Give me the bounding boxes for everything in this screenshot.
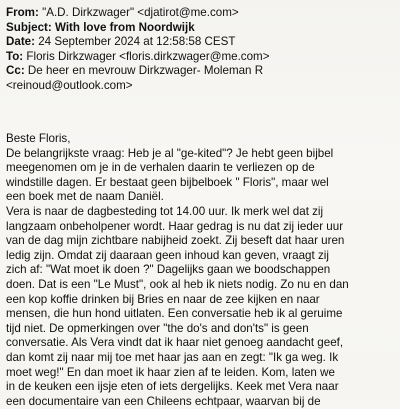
- email-body: [6, 132, 398, 409]
- date-value: 24 September 2024 at 12:58:58 CEST: [38, 35, 236, 49]
- email-header: [6, 6, 396, 94]
- to-label: To:: [6, 49, 24, 63]
- body-line: ledig zijn. Omdat zij daaraan geen inhoud kan geven, vraagt zij: [6, 248, 329, 262]
- from-label: From:: [6, 6, 39, 19]
- cc-row-continued: [6, 79, 396, 94]
- body-line: Vera is naar de dagbesteding tot 14.00 uur. Ik merk wel dat zij: [6, 204, 324, 218]
- body-line: tijd niet. De opmerkingen over "the do's and don'ts" is geen: [6, 321, 309, 335]
- subject-value: With love from Noordwijk: [54, 20, 195, 34]
- body-line: een kop koffie drinken bij Bries en naar de zee kijken en naar: [6, 292, 320, 306]
- from-row: [6, 6, 396, 21]
- to-row: [6, 50, 396, 65]
- cc-row: [6, 64, 396, 79]
- body-line: dan komt zij naar mij toe met haar jas aan en zegt: "Ik ga weg. Ik: [6, 350, 339, 364]
- body-line: zich af: "Wat moet ik doen ?" Dagelijks gaan we boodschappen: [6, 263, 331, 277]
- body-line: van de dag mijn zichtbare nabijheid zoekt. Zij beseft dat haar uren: [6, 234, 345, 248]
- from-value: "A.D. Dirkzwager" <djatirot@me.com>: [42, 6, 239, 19]
- body-line: mensen, die hun hond uitlaten. Een conversatie heb ik al geruime: [6, 307, 343, 321]
- subject-label: Subject:: [6, 20, 52, 34]
- subject-row: [6, 21, 396, 36]
- body-line: een boek met de naam Daniël.: [6, 190, 164, 204]
- to-value: Floris Dirkzwager <floris.dirkzwager@me.com>: [26, 49, 270, 63]
- body-line: De belangrijkste vraag: Heb je al "ge-kited"? Je hebt geen bijbel: [6, 146, 334, 160]
- cc-label: Cc:: [6, 64, 25, 78]
- body-line: langzaam onbeholpener wordt. Haar gedrag is nu dat zij ieder uur: [6, 219, 344, 233]
- body-line: Beste Floris,: [6, 132, 71, 145]
- body-line: doen. Dat is een "Le Must", ook al heb ik niets nodig. Zo nu en dan: [6, 277, 349, 291]
- body-line: meegenomen om je in de verhalen daarin te verliezen op de: [6, 161, 315, 175]
- body-line: een documentaire van een Chileens echtpaar, waarvan bij de: [6, 394, 321, 408]
- cc-value-line1: De heer en mevrouw Dirkzwager- Moleman R: [27, 64, 264, 78]
- body-line: moet weg!" En dan moet ik haar zien af te leiden. Kom, laten we: [6, 365, 335, 379]
- date-label: Date:: [6, 35, 35, 49]
- body-line: in de keuken een ijsje eten of iets dergelijks. Keek met Vera naar: [6, 380, 339, 394]
- date-row: [6, 35, 396, 50]
- cc-value-line2: <reinoud@outlook.com>: [6, 78, 133, 92]
- body-line: windstille dagen. Er bestaat geen bijbelboek " Floris", maar wel: [6, 175, 329, 189]
- body-line: conversatie. Als Vera vindt dat ik haar niet genoeg aandacht geef,: [6, 336, 344, 350]
